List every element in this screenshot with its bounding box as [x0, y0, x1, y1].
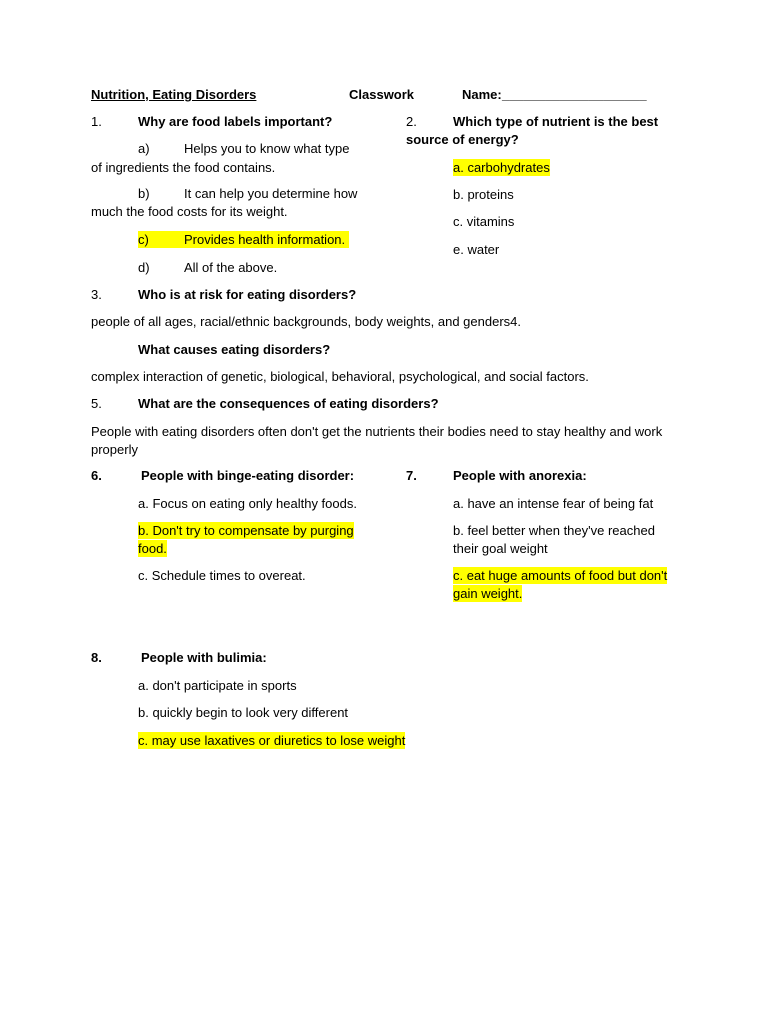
q8-option-c: c. may use laxatives or diuretics to lose weight: [138, 733, 406, 748]
q7-option-a: a. have an intense fear of being fat: [453, 496, 654, 511]
q1-option-b-letter: b): [138, 186, 150, 201]
q1-option-b-continuation: much the food costs for its weight.: [91, 204, 288, 219]
q1-option-a-text: Helps you to know what type: [184, 141, 350, 156]
q7-option-c-line2: gain weight.: [453, 586, 523, 601]
q8-option-a: a. don't participate in sports: [138, 678, 297, 693]
document-type: Classwork: [349, 87, 415, 102]
q3-question: Who is at risk for eating disorders?: [138, 287, 357, 302]
q7-question: People with anorexia:: [453, 468, 587, 483]
name-label: Name:: [462, 87, 502, 102]
q1-number: 1.: [91, 114, 102, 129]
q6-number: 6.: [91, 468, 102, 483]
q4-answer: complex interaction of genetic, biological, behavioral, psychological, and social factors.: [91, 369, 589, 384]
q8-number: 8.: [91, 650, 102, 665]
q5-number: 5.: [91, 396, 102, 411]
q6-option-a: a. Focus on eating only healthy foods.: [138, 496, 357, 511]
q1-option-d-text: All of the above.: [184, 260, 278, 275]
q1-option-d-letter: d): [138, 260, 150, 275]
q7-option-c-line1: c. eat huge amounts of food but don't: [453, 568, 668, 583]
q2-option-e: e. water: [453, 242, 500, 257]
q6-option-b-line2: food.: [138, 541, 167, 556]
q6-option-b-line1: b. Don't try to compensate by purging: [138, 523, 354, 538]
q6-question: People with binge-eating disorder:: [141, 468, 355, 483]
q2-question-line1: Which type of nutrient is the best: [453, 114, 659, 129]
q5-question: What are the consequences of eating disorders?: [138, 396, 439, 411]
q3-answer: people of all ages, racial/ethnic backgrounds, body weights, and genders4.: [91, 314, 522, 329]
q2-question-line2: source of energy?: [406, 132, 519, 147]
q8-option-b: b. quickly begin to look very different: [138, 705, 349, 720]
q1-option-a-continuation: of ingredients the food contains.: [91, 160, 276, 175]
q2-number: 2.: [406, 114, 417, 129]
q1-option-c-letter: c): [138, 232, 149, 247]
q1-question: Why are food labels important?: [138, 114, 333, 129]
q5-answer-line1: People with eating disorders often don't get the nutrients their bodies need to stay healthy and work: [91, 424, 663, 439]
name-line: ____________________: [502, 87, 647, 102]
q6-option-c: c. Schedule times to overeat.: [138, 568, 306, 583]
q1-option-c-text: Provides health information.: [184, 232, 346, 247]
q4-question: What causes eating disorders?: [138, 342, 331, 357]
q7-option-b-line2: their goal weight: [453, 541, 548, 556]
q2-option-b: b. proteins: [453, 187, 514, 202]
q3-number: 3.: [91, 287, 102, 302]
document-title: Nutrition, Eating Disorders: [91, 87, 257, 102]
title-underline-gap: [249, 86, 349, 103]
q5-answer-line2: properly: [91, 442, 138, 457]
q1-option-a-letter: a): [138, 141, 150, 156]
q8-question: People with bulimia:: [141, 650, 267, 665]
q1-option-b-text: It can help you determine how: [184, 186, 358, 201]
q2-option-c: c. vitamins: [453, 214, 515, 229]
q7-number: 7.: [406, 468, 417, 483]
q2-option-a: a. carbohydrates: [453, 160, 550, 175]
q7-option-b-line1: b. feel better when they've reached: [453, 523, 655, 538]
